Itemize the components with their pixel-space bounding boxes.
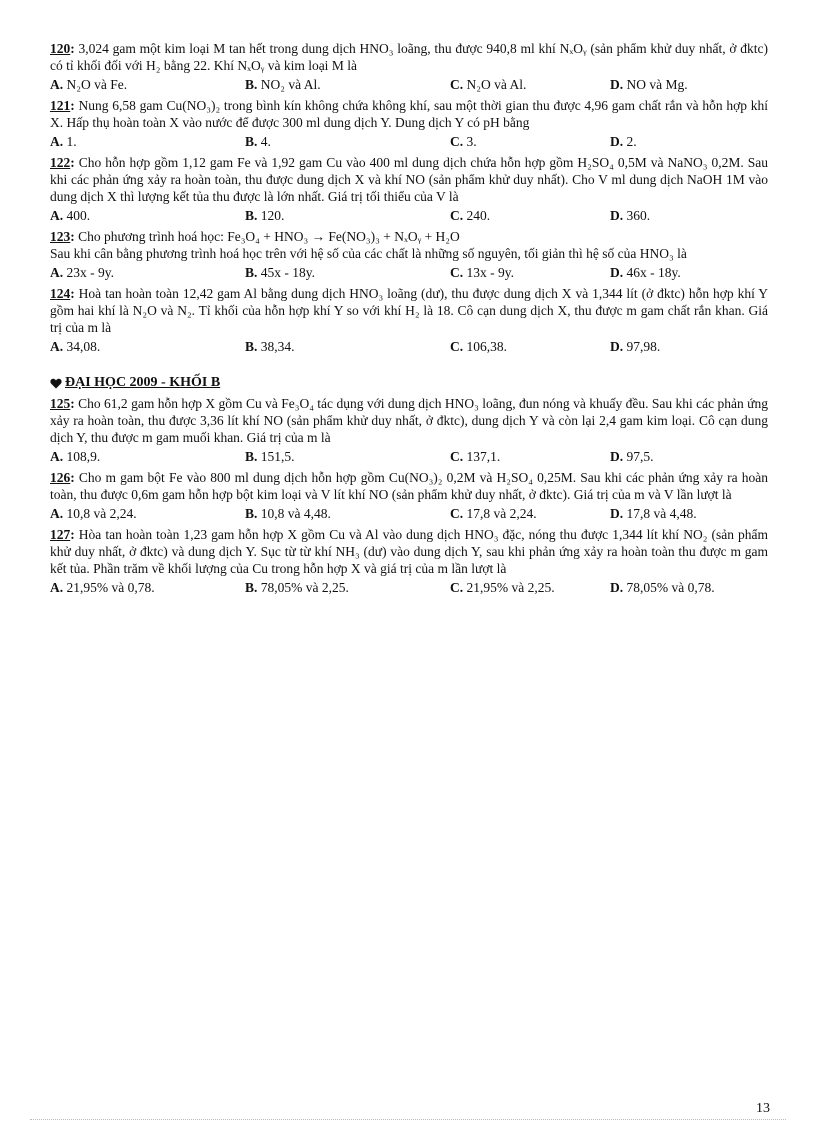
option-letter: A.	[50, 449, 64, 464]
option-text: NO₂ và Al.	[260, 77, 321, 92]
option-letter: A.	[50, 580, 64, 595]
option-text: 45x - 18y.	[260, 265, 316, 280]
option-text: 21,95% và 2,25.	[466, 580, 555, 595]
question-126	[50, 469, 768, 522]
answer-option-a	[50, 505, 245, 522]
answer-option-d	[610, 505, 768, 522]
option-letter: D.	[610, 208, 624, 223]
option-text: 151,5.	[260, 449, 295, 464]
answer-option-d	[610, 76, 768, 93]
footer-divider	[30, 1119, 786, 1120]
option-text: 240.	[466, 208, 491, 223]
question-text: Cho m gam bột Fe vào 800 ml dung dịch hỗn hợp gồm Cu(NO₃)₂ 0,2M và H₂SO₄ 0,25M. Sau khi các phản ứng xảy ra hoàn toàn, thu được 0,6m gam hỗn hợp bột kim loại và V lít khí NO (sản phẩm khử duy nhất, ở đktc). Giá trị của m và V lần lượt là	[50, 470, 768, 502]
question-124	[50, 285, 768, 355]
answer-options	[50, 505, 768, 522]
question-text-block: 124: Hoà tan hoàn toàn 12,42 gam Al bằng dung dịch HNO₃ loãng (dư), thu được dung dịch X và 1,344 lít (ở đktc) hỗn hợp khí Y gồm hai khí là N₂O và N₂. Tỉ khối của hỗn hợp khí Y so với khí H₂ là 18. Cô cạn dung dịch X, thu được m gam chất rắn khan. Giá trị của m là	[50, 286, 768, 335]
question-number: 125	[50, 396, 71, 411]
answer-option-b	[245, 207, 450, 224]
question-120	[50, 40, 768, 93]
answer-option-a	[50, 448, 245, 465]
option-text: 17,8 và 2,24.	[466, 506, 537, 521]
option-text: 78,05% và 0,78.	[626, 580, 715, 595]
answer-options	[50, 579, 768, 596]
option-letter: B.	[245, 134, 258, 149]
answer-options	[50, 448, 768, 465]
answer-option-b	[245, 505, 450, 522]
answer-option-c	[450, 133, 610, 150]
option-letter: A.	[50, 506, 64, 521]
question-text-block: 125: Cho 61,2 gam hỗn hợp X gồm Cu và Fe₃O₄ tác dụng với dung dịch HNO₃ loãng, đun nóng và khuấy đều. Sau khi các phản ứng xảy ra hoàn toàn, thu được 3,36 lít khí NO (sản phẩm khử duy nhất, ở đktc), dung dịch Y và còn lại 2,4 gam kim loại. Cô cạn dung dịch Y, thu được m gam muối khan. Giá trị của m là	[50, 396, 769, 445]
option-letter: C.	[450, 134, 464, 149]
option-text: 120.	[260, 208, 285, 223]
question-number: 126	[50, 470, 71, 485]
answer-options	[50, 133, 768, 150]
option-text: 10,8 và 4,48.	[260, 506, 331, 521]
option-letter: A.	[50, 77, 64, 92]
option-letter: C.	[450, 449, 464, 464]
option-text: 38,34.	[260, 339, 295, 354]
option-text: N₂O và Al.	[466, 77, 527, 92]
option-text: 106,38.	[466, 339, 507, 354]
option-text: NO và Mg.	[626, 77, 688, 92]
answer-option-a	[50, 264, 245, 281]
question-text-block: 122: Cho hỗn hợp gồm 1,12 gam Fe và 1,92 gam Cu vào 400 ml dung dịch chứa hỗn hợp gồm H₂SO₄ 0,5M và NaNO₃ 0,2M. Sau khi các phản ứng xảy ra hoàn toàn, thu được dung dịch X và khí NO (sản phẩm khử duy nhất). Cho V ml dung dịch NaOH 1M vào dung dịch X thì lượng kết tủa thu được là lớn nhất. Giá trị tối thiểu của V là	[50, 155, 768, 204]
question-text-block: 121: Nung 6,58 gam Cu(NO₃)₂ trong bình kín không chứa không khí, sau một thời gian thu được 4,96 gam chất rắn và hỗn hợp khí X. Hấp thụ hoàn toàn X vào nước để được 300 ml dung dịch Y. Dung dịch Y có pH bằng	[50, 98, 769, 130]
option-letter: D.	[610, 77, 624, 92]
answer-option-c	[450, 448, 610, 465]
option-letter: D.	[610, 449, 624, 464]
option-letter: B.	[245, 580, 258, 595]
question-text-block: 120: 3,024 gam một kim loại M tan hết trong dung dịch HNO₃ loãng, thu được 940,8 ml khí NₓOᵧ (sản phẩm khử duy nhất, ở đktc) có tỉ khối đối với H₂ bằng 22. Khí NₓOᵧ và kim loại M là	[50, 41, 768, 73]
option-letter: B.	[245, 449, 258, 464]
option-letter: A.	[50, 265, 64, 280]
option-letter: D.	[610, 506, 624, 521]
answer-option-c	[450, 76, 610, 93]
option-letter: D.	[610, 134, 624, 149]
option-letter: C.	[450, 265, 464, 280]
option-text: 4.	[260, 134, 271, 149]
page-number: 13	[756, 1101, 770, 1116]
answer-option-a	[50, 207, 245, 224]
option-text: 2.	[626, 134, 637, 149]
question-extra-text: Sau khi cân bằng phương trình hoá học trên với hệ số của các chất là những số nguyên, tối giản thì hệ số của HNO₃ là	[50, 246, 687, 261]
option-text: 17,8 và 4,48.	[626, 506, 697, 521]
answer-option-c	[450, 338, 610, 355]
question-text: Cho hỗn hợp gồm 1,12 gam Fe và 1,92 gam Cu vào 400 ml dung dịch chứa hỗn hợp gồm H₂SO₄ 0,5M và NaNO₃ 0,2M. Sau khi các phản ứng xảy ra hoàn toàn, thu được dung dịch X và khí NO (sản phẩm khử duy nhất). Cho V ml dung dịch NaOH 1M vào dung dịch X thì lượng kết tủa thu được là lớn nhất. Giá trị tối thiểu của V là	[50, 155, 768, 204]
question-text-block: 123: Cho phương trình hoá học: Fe₃O₄ + HNO₃ → Fe(NO₃)₃ + NₓOᵧ + H₂O	[50, 229, 460, 244]
option-text: 3.	[466, 134, 477, 149]
option-letter: B.	[245, 506, 258, 521]
answer-option-c	[450, 264, 610, 281]
answer-option-b	[245, 338, 450, 355]
answer-options	[50, 338, 768, 355]
answer-options	[50, 207, 768, 224]
option-letter: A.	[50, 339, 64, 354]
answer-option-c	[450, 207, 610, 224]
question-text: Hòa tan hoàn toàn 1,23 gam hỗn hợp X gồm Cu và Al vào dung dịch HNO₃ đặc, nóng thu được 1,344 lít khí NO₂ (sản phẩm khử duy nhất, ở đktc) và dung dịch Y. Sục từ từ khí NH₃ (dư) vào dung dịch Y, sau khi phản ứng xảy ra hoàn toàn thu được m gam kết tủa. Phần trăm về khối lượng của Cu trong hỗn hợp X và giá trị của m lần lượt là	[50, 527, 768, 576]
question-text: Cho phương trình hoá học: Fe₃O₄ + HNO₃ → Fe(NO₃)₃ + NₓOᵧ + H₂O	[78, 229, 460, 244]
option-letter: B.	[245, 339, 258, 354]
answer-option-c	[450, 579, 610, 596]
option-text: 108,9.	[66, 449, 101, 464]
section-title: ĐẠI HỌC 2009 - KHỐI B	[65, 375, 221, 390]
answer-option-d	[610, 338, 768, 355]
option-text: 21,95% và 0,78.	[66, 580, 155, 595]
answer-option-b	[245, 264, 450, 281]
question-text: Hoà tan hoàn toàn 12,42 gam Al bằng dung dịch HNO₃ loãng (dư), thu được dung dịch X và 1,344 lít (ở đktc) hỗn hợp khí Y gồm hai khí là N₂O và N₂. Tỉ khối của hỗn hợp khí Y so với khí H₂ là 18. Cô cạn dung dịch X, thu được m gam chất rắn khan. Giá trị của m là	[50, 286, 768, 335]
option-text: 13x - 9y.	[466, 265, 514, 280]
answer-option-b	[245, 133, 450, 150]
option-text: 97,98.	[626, 339, 661, 354]
option-letter: B.	[245, 265, 258, 280]
answer-option-b	[245, 448, 450, 465]
answer-option-d	[610, 448, 768, 465]
answer-option-b	[245, 579, 450, 596]
question-number: 120	[50, 41, 71, 56]
answer-option-d	[610, 264, 768, 281]
question-number: 122	[50, 155, 71, 170]
question-number: 127	[50, 527, 71, 542]
option-text: 46x - 18y.	[626, 265, 681, 280]
answer-option-c	[450, 505, 610, 522]
option-text: 360.	[626, 208, 651, 223]
question-text-block: 126: Cho m gam bột Fe vào 800 ml dung dịch hỗn hợp gồm Cu(NO₃)₂ 0,2M và H₂SO₄ 0,25M. Sau khi các phản ứng xảy ra hoàn toàn, thu được 0,6m gam hỗn hợp bột kim loại và V lít khí NO (sản phẩm khử duy nhất, ở đktc). Giá trị của m và V lần lượt là	[50, 470, 768, 502]
section-heading	[50, 375, 768, 391]
option-text: 400.	[66, 208, 91, 223]
option-letter: D.	[610, 339, 624, 354]
option-letter: B.	[245, 208, 258, 223]
question-127	[50, 526, 768, 596]
option-letter: C.	[450, 208, 464, 223]
answer-options	[50, 264, 768, 281]
option-letter: D.	[610, 580, 624, 595]
option-letter: C.	[450, 580, 464, 595]
question-group-a	[50, 40, 768, 355]
option-text: 1.	[66, 134, 77, 149]
question-text: Nung 6,58 gam Cu(NO₃)₂ trong bình kín không chứa không khí, sau một thời gian thu được 4,96 gam chất rắn và hỗn hợp khí X. Hấp thụ hoàn toàn X vào nước để được 300 ml dung dịch Y. Dung dịch Y có pH bằng	[50, 98, 769, 130]
option-text: 137,1.	[466, 449, 501, 464]
answer-option-d	[610, 133, 768, 150]
answer-options	[50, 76, 768, 93]
option-text: 78,05% và 2,25.	[260, 580, 349, 595]
option-letter: C.	[450, 339, 464, 354]
question-number: 121	[50, 98, 71, 113]
answer-option-a	[50, 579, 245, 596]
option-text: 23x - 9y.	[66, 265, 114, 280]
question-text: 3,024 gam một kim loại M tan hết trong dung dịch HNO₃ loãng, thu được 940,8 ml khí NₓOᵧ (sản phẩm khử duy nhất, ở đktc) có tỉ khối đối với H₂ bằng 22. Khí NₓOᵧ và kim loại M là	[50, 41, 768, 73]
option-letter: B.	[245, 77, 258, 92]
question-number: 124	[50, 286, 71, 301]
answer-option-d	[610, 579, 768, 596]
question-text: Cho 61,2 gam hỗn hợp X gồm Cu và Fe₃O₄ tác dụng với dung dịch HNO₃ loãng, đun nóng và khuấy đều. Sau khi các phản ứng xảy ra hoàn toàn, thu được 3,36 lít khí NO (sản phẩm khử duy nhất, ở đktc), dung dịch Y và còn lại 2,4 gam kim loại. Cô cạn dung dịch Y, thu được m gam muối khan. Giá trị của m là	[50, 396, 769, 445]
option-text: 34,08.	[66, 339, 101, 354]
question-number: 123	[50, 229, 71, 244]
question-122	[50, 154, 768, 224]
question-group-b	[50, 395, 768, 596]
answer-option-d	[610, 207, 768, 224]
option-letter: D.	[610, 265, 624, 280]
option-letter: C.	[450, 506, 464, 521]
option-letter: A.	[50, 208, 64, 223]
option-letter: A.	[50, 134, 64, 149]
question-125	[50, 395, 768, 465]
answer-option-a	[50, 76, 245, 93]
question-121	[50, 97, 768, 150]
option-letter: C.	[450, 77, 464, 92]
answer-option-b	[245, 76, 450, 93]
option-text: N₂O và Fe.	[66, 77, 128, 92]
question-text-block: 127: Hòa tan hoàn toàn 1,23 gam hỗn hợp X gồm Cu và Al vào dung dịch HNO₃ đặc, nóng thu được 1,344 lít khí NO₂ (sản phẩm khử duy nhất, ở đktc) và dung dịch Y. Sục từ từ khí NH₃ (dư) vào dung dịch Y, sau khi phản ứng xảy ra hoàn toàn thu được m gam kết tủa. Phần trăm về khối lượng của Cu trong hỗn hợp X và giá trị của m lần lượt là	[50, 527, 768, 576]
heart-icon	[50, 378, 62, 389]
question-123	[50, 228, 768, 281]
page-content	[50, 40, 768, 600]
option-text: 97,5.	[626, 449, 654, 464]
answer-option-a	[50, 133, 245, 150]
option-text: 10,8 và 2,24.	[66, 506, 137, 521]
answer-option-a	[50, 338, 245, 355]
